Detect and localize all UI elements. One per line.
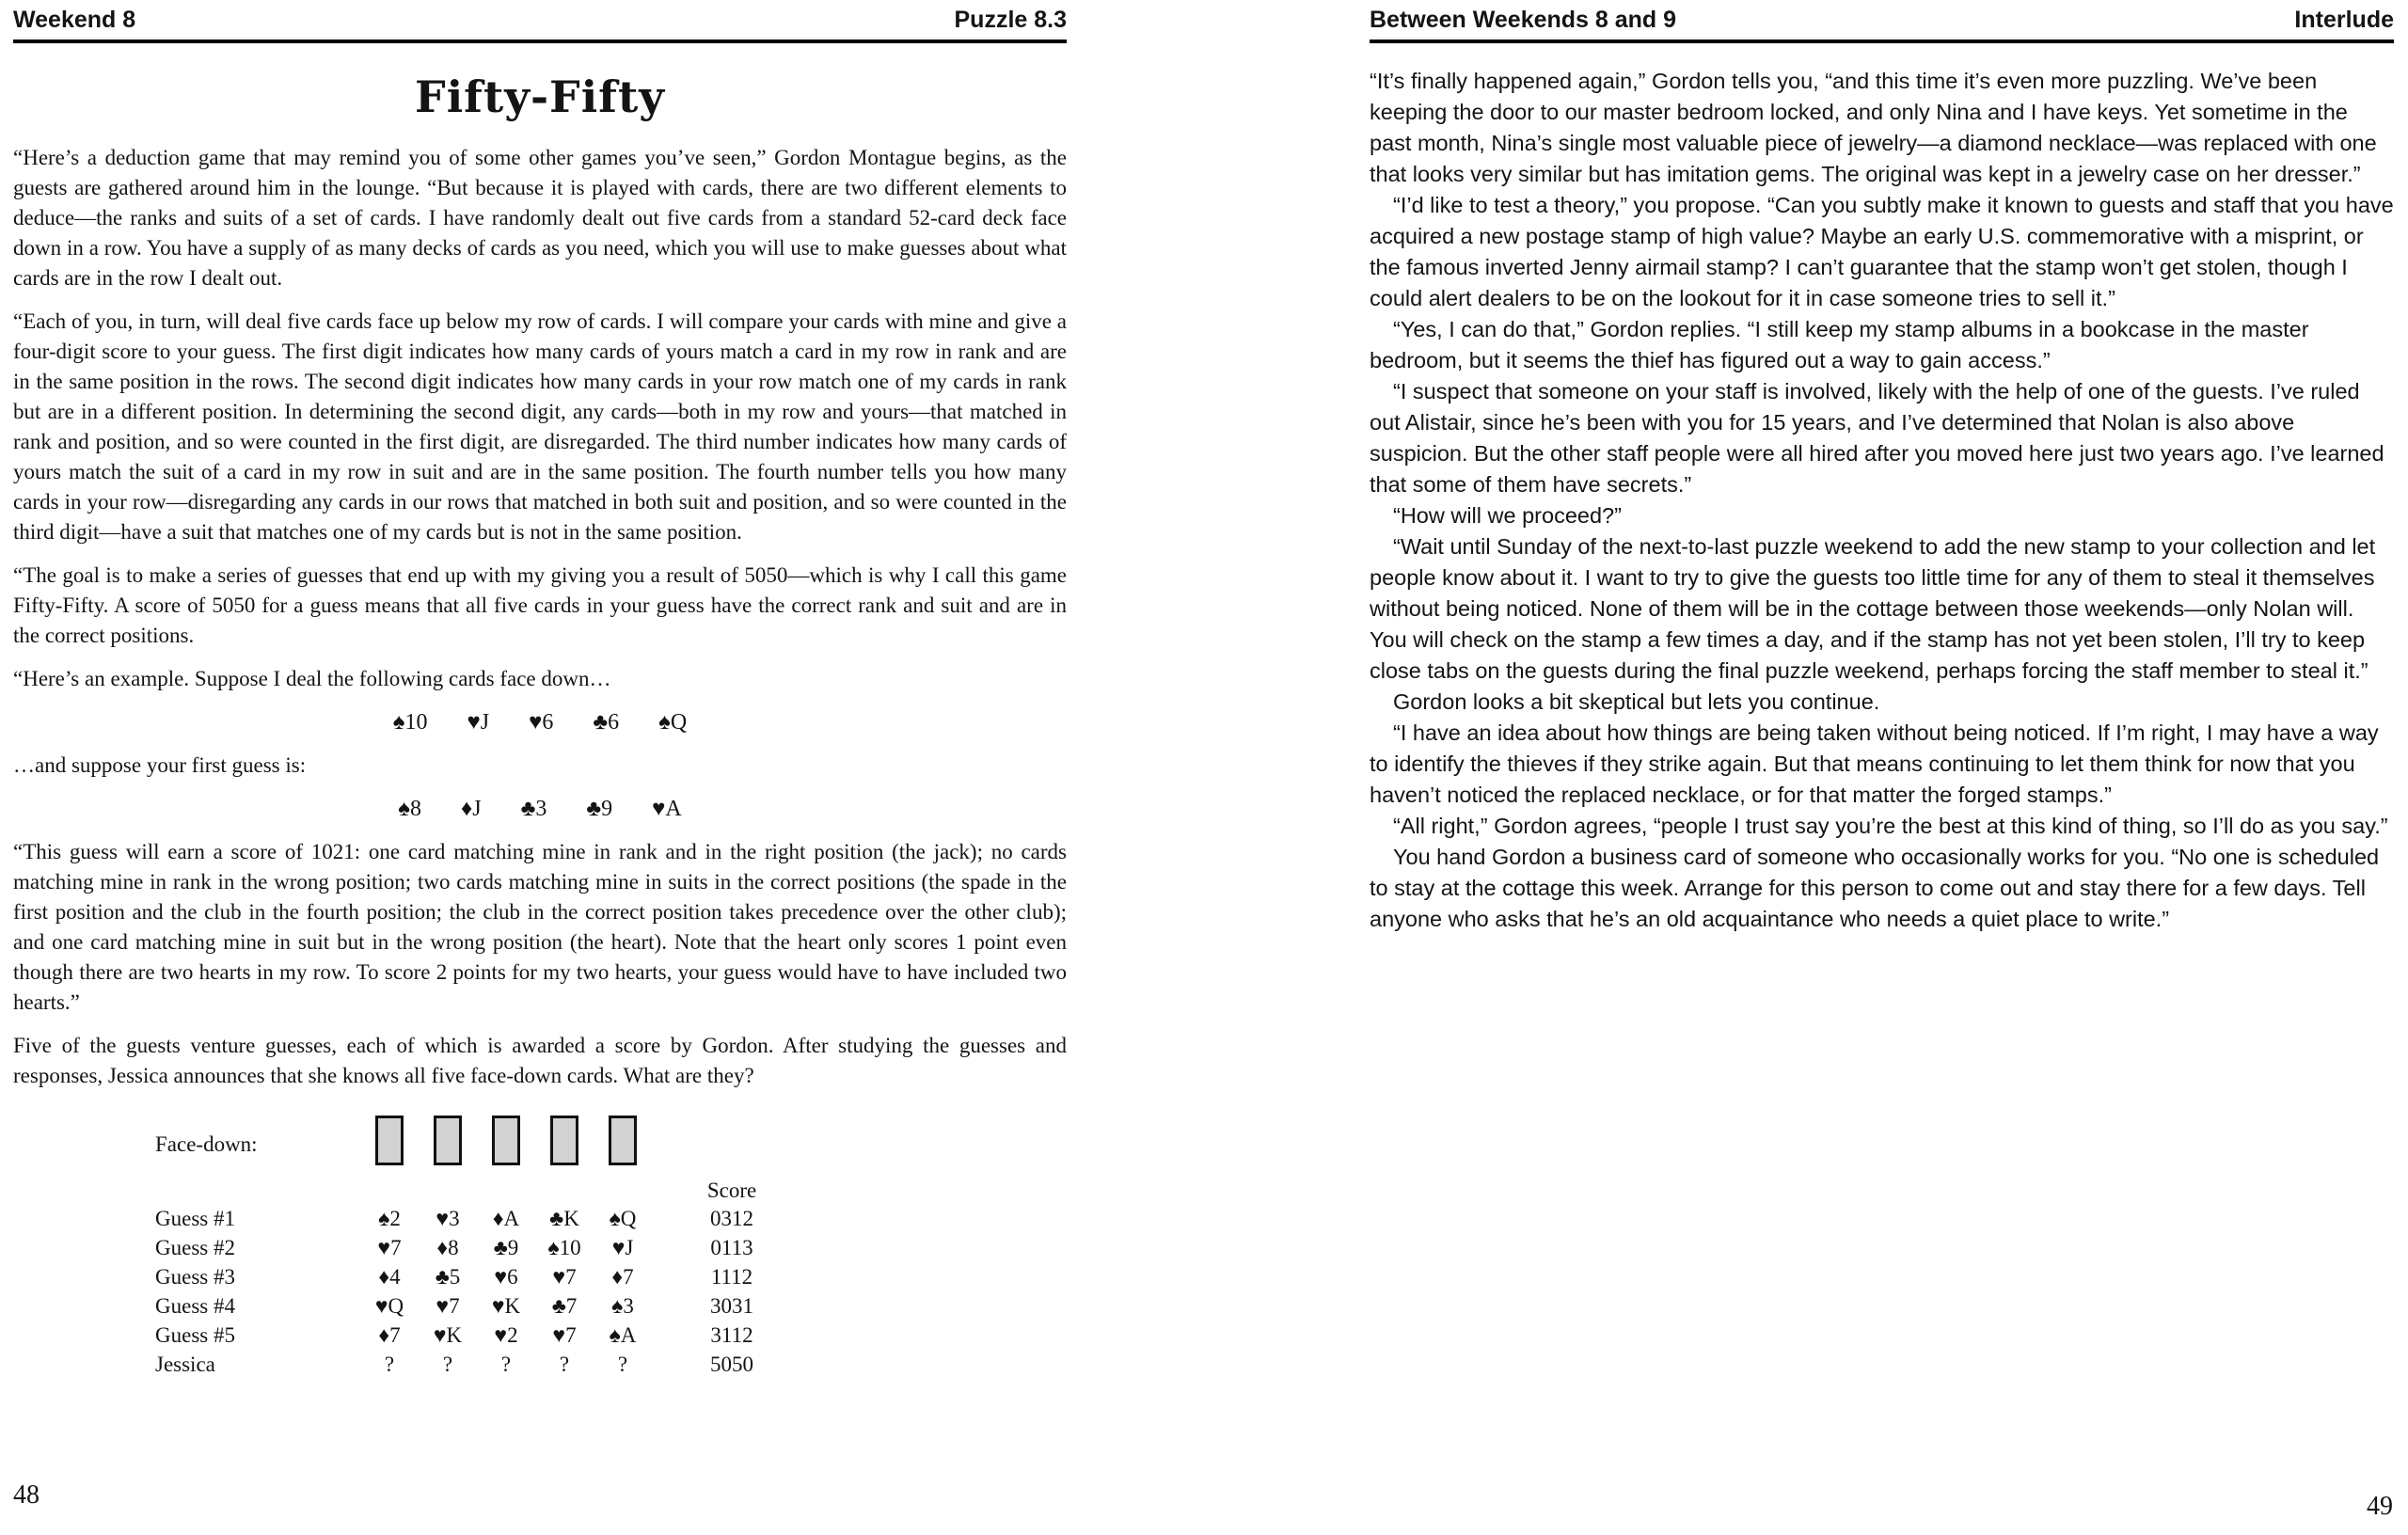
weekend-label: Weekend 8 bbox=[13, 7, 136, 33]
paragraph: “I suspect that someone on your staff is involved, likely with the help of one of the guests. I’ve ruled out Alistair, since he’s been with you for 15 years, and I’ve determined that Nolan is also above suspicion. But the other staff people were all hired after you moved here just two years ago. I’ve learned that some of them have secrets.” bbox=[1370, 379, 2384, 497]
row-score: 3112 bbox=[710, 1323, 753, 1347]
interlude-label: Interlude bbox=[2294, 7, 2394, 33]
card-value: ♦A bbox=[492, 1207, 520, 1230]
dealt-card: ♥J bbox=[467, 710, 490, 735]
card-value: ♠10 bbox=[547, 1236, 581, 1259]
right-body bbox=[1370, 66, 2394, 935]
card-value: ♠2 bbox=[378, 1207, 401, 1230]
guess-card: ♦J bbox=[461, 797, 482, 821]
row-label: Guess #4 bbox=[155, 1294, 235, 1318]
guess-table bbox=[155, 1116, 1067, 1379]
row-label: Jessica bbox=[155, 1353, 215, 1376]
dealt-card: ♣6 bbox=[593, 710, 620, 735]
card-value: ♣9 bbox=[493, 1236, 519, 1259]
paragraph: “All right,” Gordon agrees, “people I trust say you’re the best at this kind of thing, so I’ll do as you say.” bbox=[1393, 814, 2388, 838]
puzzle-number-label: Puzzle 8.3 bbox=[954, 7, 1067, 33]
card-value: ♥7 bbox=[552, 1323, 577, 1347]
card-value: ♥3 bbox=[436, 1207, 460, 1230]
card-value: ♥7 bbox=[377, 1236, 402, 1259]
card-value: ♥6 bbox=[494, 1265, 518, 1289]
card-back-icon bbox=[550, 1116, 578, 1165]
right-page bbox=[1204, 0, 2408, 1535]
paragraph: “I’d like to test a theory,” you propose. “Can you subtly make it known to guests and staff that you have acquired a new postage stamp of high value? Maybe an early U.S. commemorative with a misprint, or the famous inverted Jenny airmail stamp? I can’t guarantee that the stamp won’t get stolen, though I could alert dealers to be on the lookout for it in case someone tries to sell it.” bbox=[1370, 193, 2394, 310]
left-body bbox=[13, 143, 1067, 1379]
card-value: ? bbox=[500, 1353, 512, 1376]
card-value: ♥K bbox=[433, 1323, 463, 1347]
row-label: Guess #3 bbox=[155, 1265, 235, 1289]
card-value: ♥J bbox=[611, 1236, 634, 1259]
dealt-card-row bbox=[13, 707, 1067, 737]
card-value: ♠3 bbox=[611, 1294, 634, 1318]
row-score: 5050 bbox=[710, 1353, 753, 1376]
paragraph-question: Five of the guests venture guesses, each of which is awarded a score by Gordon. After studying the guesses and responses, Jessica announces that she knows all five face-down cards. What are they? bbox=[13, 1034, 1067, 1087]
row-score: 3031 bbox=[710, 1294, 753, 1318]
card-value: ♣5 bbox=[435, 1265, 461, 1289]
row-label: Guess #1 bbox=[155, 1207, 235, 1230]
card-back-icon bbox=[609, 1116, 637, 1165]
table-row bbox=[155, 1204, 1067, 1233]
paragraph: “I have an idea about how things are being taken without being noticed. If I’m right, I may have a way to identify the thieves if they strike again. But that means continuing to let them think for now that you haven’t noticed the replaced necklace, or for that matter the forged stamps.” bbox=[1370, 720, 2379, 807]
paragraph-guess-intro: …and suppose your first guess is: bbox=[13, 753, 307, 777]
table-row bbox=[155, 1291, 1067, 1321]
card-value: ? bbox=[617, 1353, 628, 1376]
face-down-label: Face-down: bbox=[155, 1132, 258, 1156]
card-back-icon bbox=[492, 1116, 520, 1165]
card-value: ? bbox=[559, 1353, 570, 1376]
card-value: ♦7 bbox=[378, 1323, 401, 1347]
card-back-icon bbox=[434, 1116, 462, 1165]
paragraph-rules: “Each of you, in turn, will deal five cards face up below my row of cards. I will compare your cards with mine and give a four-digit score to your guess. The first digit indicates how many cards of yours match a card in my row in rank and are in the same position in the rows. The second digit indicates how many cards in your row match one of my cards in rank but are in a different position. In determining the second digit, any cards—both in my row and yours—that matched in rank and position, and so were counted in the first digit, are disregarded. The third number indicates how many cards of yours match the suit of a card in my row in suit and are in the same position. The fourth number tells you how many cards in your row—disregarding any cards in our rows that matched in both suit and position, and so were counted in the third digit—have a suit that matches one of my cards but is not in the same position. bbox=[13, 309, 1067, 544]
face-down-row bbox=[155, 1116, 1067, 1172]
card-value: ♦8 bbox=[436, 1236, 459, 1259]
row-score: 1112 bbox=[710, 1265, 753, 1289]
card-value: ♣7 bbox=[551, 1294, 578, 1318]
row-score: 0312 bbox=[710, 1207, 753, 1230]
card-value: ? bbox=[442, 1353, 453, 1376]
card-value: ♦4 bbox=[378, 1265, 401, 1289]
paragraph: Gordon looks a bit skeptical but lets you continue. bbox=[1393, 689, 1880, 714]
guess-card: ♠8 bbox=[398, 797, 422, 821]
card-value: ♠A bbox=[609, 1323, 637, 1347]
page-number: 49 bbox=[2367, 1492, 2393, 1521]
row-label: Guess #2 bbox=[155, 1236, 235, 1259]
card-value: ♥7 bbox=[552, 1265, 577, 1289]
dealt-card: ♠Q bbox=[658, 710, 688, 735]
puzzle-title: Fifty-Fifty bbox=[415, 71, 665, 122]
guess-card: ♣3 bbox=[520, 797, 547, 821]
guess-card-row bbox=[13, 794, 1067, 824]
card-value: ♦7 bbox=[611, 1265, 634, 1289]
card-value: ? bbox=[384, 1353, 395, 1376]
table-row bbox=[155, 1262, 1067, 1291]
card-back-icon bbox=[375, 1116, 404, 1165]
row-label: Guess #5 bbox=[155, 1323, 235, 1347]
card-value: ♥7 bbox=[436, 1294, 460, 1318]
card-value: ♥Q bbox=[374, 1294, 404, 1318]
paragraph-goal: “The goal is to make a series of guesses that end up with my giving you a result of 5050—which is why I call this game Fifty-Fifty. A score of 5050 for a guess means that all five cards in your guess have the correct rank and suit and are in the correct positions. bbox=[13, 563, 1067, 647]
card-value: ♣K bbox=[549, 1207, 579, 1230]
left-running-head bbox=[13, 6, 1067, 34]
paragraph: “Yes, I can do that,” Gordon replies. “I still keep my stamp albums in a bookcase in the master bedroom, but it seems the thief has figured out a way to gain access.” bbox=[1370, 317, 2309, 372]
dealt-card: ♠10 bbox=[392, 710, 428, 735]
paragraph-intro: “Here’s a deduction game that may remind you of some other games you’ve seen,” Gordon Montague begins, as the guests are gathered around him in the lounge. “But because it is played with cards, there are two different elements to deduce—the ranks and suits of a set of cards. I have randomly dealt out five cards from a standard 52-card deck face down in a row. You have a supply of as many decks of cards as you need, which you will use to make guesses about what cards are in the row I dealt out. bbox=[13, 146, 1067, 290]
card-value: ♥2 bbox=[494, 1323, 518, 1347]
right-running-head bbox=[1370, 6, 2394, 34]
row-score: 0113 bbox=[710, 1236, 753, 1259]
dealt-card: ♥6 bbox=[529, 710, 554, 735]
table-row bbox=[155, 1233, 1067, 1262]
score-header: Score bbox=[706, 1179, 757, 1202]
header-rule bbox=[1370, 40, 2394, 43]
interlude-title-label: Between Weekends 8 and 9 bbox=[1370, 7, 1677, 33]
guess-card: ♥A bbox=[652, 797, 682, 821]
paragraph: “It’s finally happened again,” Gordon tells you, “and this time it’s even more puzzling. We’ve been keeping the door to our master bedroom locked, and only Nina and I have keys. Yet sometime in the past month, Nina’s single most valuable piece of jewelry—a diamond necklace—was replaced with one that looks very similar but has imitation gems. The original was kept in a jewelry case on her dresser.” bbox=[1370, 69, 2377, 186]
paragraph-score-explained: “This guess will earn a score of 1021: one card matching mine in rank and in the right position (the jack); no cards matching mine in rank in the wrong position; two cards matching mine in suits in the correct positions (the spade in the first position and the club in the fourth position; the club in the correct position takes precedence over the other club); and one card matching mine in suit but in the wrong position (the heart). Note that the heart only scores 1 point even though there are two hearts in my row. To score 2 points for my two hearts, your guess would have to have included two hearts.” bbox=[13, 840, 1067, 1014]
card-value: ♠Q bbox=[609, 1207, 637, 1230]
table-row bbox=[155, 1321, 1067, 1350]
guess-card: ♣9 bbox=[586, 797, 613, 821]
paragraph: “How will we proceed?” bbox=[1393, 503, 1622, 528]
header-rule bbox=[13, 40, 1067, 43]
paragraph: You hand Gordon a business card of someone who occasionally works for you. “No one is scheduled to stay at the cottage this week. Arrange for this person to come out and stay there for a few days. Tell anyone who asks that he’s an old acquaintance who needs a quiet place to write.” bbox=[1370, 845, 2380, 931]
paragraph: “Wait until Sunday of the next-to-last puzzle weekend to add the new stamp to your collection and let people know about it. I want to try to give the guests too little time for any of them to steal it themselves without being noticed. None of them will be in the cottage between those weekends—only Nolan will. You will check on the stamp a few times a day, and if the stamp has not yet been stolen, I’ll try to keep close tabs on the guests during the final puzzle weekend, perhaps forcing the staff member to steal it.” bbox=[1370, 534, 2376, 683]
card-value: ♥K bbox=[491, 1294, 521, 1318]
score-header-row bbox=[155, 1176, 1067, 1204]
page-number: 48 bbox=[13, 1480, 40, 1510]
paragraph-example-intro: “Here’s an example. Suppose I deal the following cards face down… bbox=[13, 667, 611, 690]
table-row bbox=[155, 1350, 1067, 1379]
